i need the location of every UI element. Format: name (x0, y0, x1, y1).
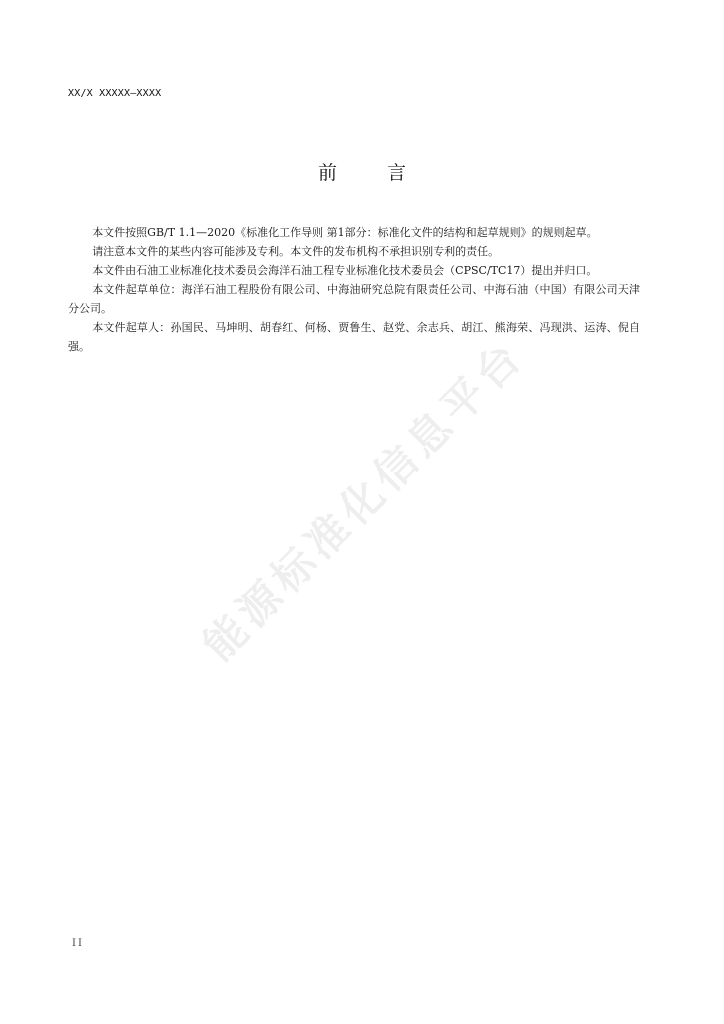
title-char-1: 前 (317, 162, 337, 184)
paragraph-drafting-rules: 本文件按照GB/T 1.1—2020《标准化工作导则 第1部分：标准化文件的结构和起草规则》的规则起草。 (92, 226, 598, 239)
paragraph-proposer: 本文件由石油工业标准化技术委员会海洋石油工程专业标准化技术委员会（CPSC/TC17）提出并归口。 (92, 264, 598, 277)
title-char-2: 言 (387, 162, 407, 184)
foreword-body (68, 223, 640, 356)
page-title (0, 158, 724, 185)
watermark: 能源标准化信息平台 (193, 330, 534, 671)
paragraph-drafters: 本文件起草人：孙国民、马坤明、胡春红、何杨、贾鲁生、赵党、余志兵、胡江、熊海荣、冯现洪、运涛、倪自强。 (68, 321, 640, 353)
paragraph-drafting-units: 本文件起草单位：海洋石油工程股份有限公司、中海油研究总院有限责任公司、中海石油（中国）有限公司天津分公司。 (68, 283, 640, 315)
page-number: II (72, 938, 84, 949)
document-code: XX/X XXXXX—XXXX (68, 88, 162, 99)
paragraph-patent-notice: 请注意本文件的某些内容可能涉及专利。本文件的发布机构不承担识别专利的责任。 (92, 245, 500, 258)
